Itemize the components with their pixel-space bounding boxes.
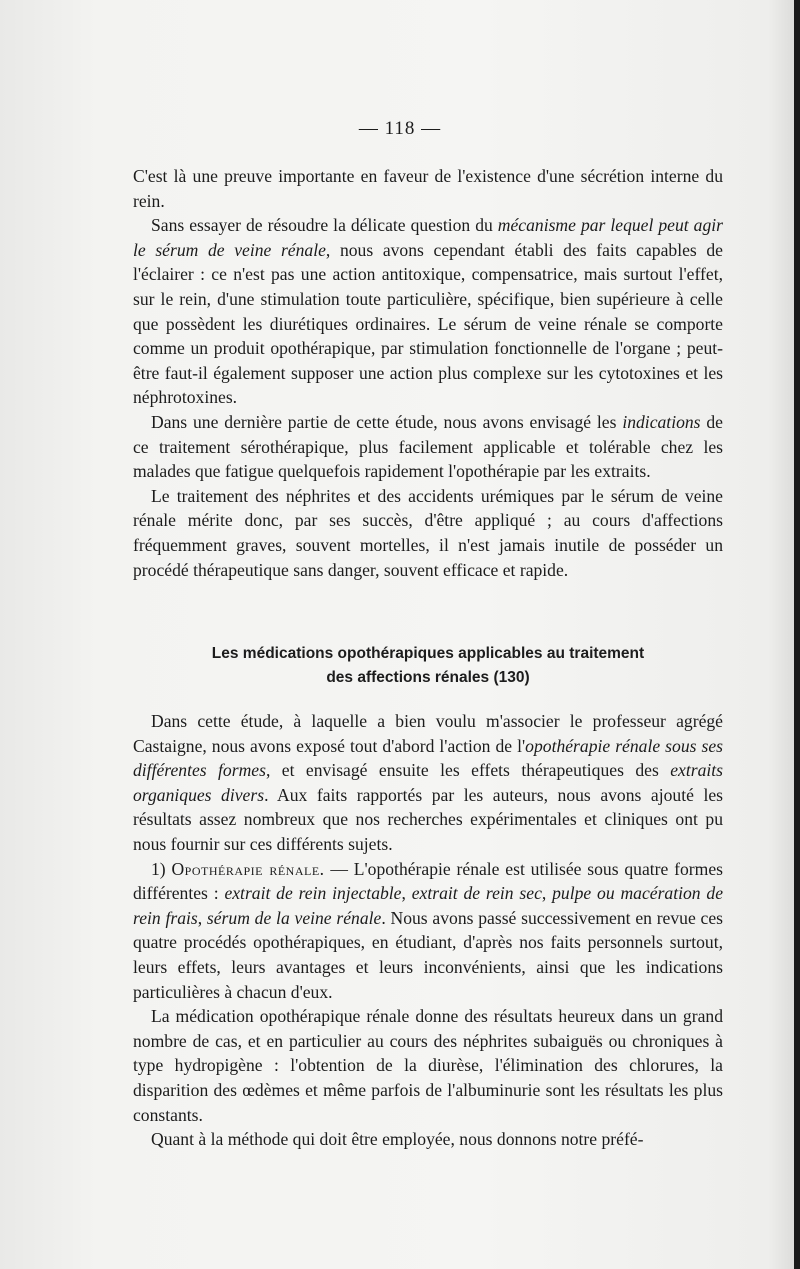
italic-phrase: extrait de rein injectable	[224, 883, 402, 904]
text-run: ,	[197, 907, 207, 928]
paragraph	[133, 1127, 723, 1152]
paragraph	[133, 164, 723, 213]
paragraph	[133, 213, 723, 410]
text-run: Dans cette étude, à laquelle a bien voulu m'associer le professeur agrégé Castaigne, nous avons exposé tout d'abord l'action de l'	[133, 711, 723, 756]
text-run: . Aux faits rapportés par les auteurs, nous avons ajouté les résultats assez nombreux que nos recherches expérimentales et cliniques ont pu nous fournir sur ces différents sujets.	[133, 784, 723, 854]
italic-phrase: extraits organiques divers	[133, 760, 724, 805]
paragraph	[133, 410, 723, 484]
text-run: Le traitement des néphrites et des accidents urémiques par le sérum de veine rénale mérite donc, par ses succès, d'être appliqué ; au cours d'affections fréquemment graves, souvent mortelles, il n'est jamais inutile de posséder un procédé thérapeutique sans danger, souvent efficace et rapide.	[133, 485, 723, 580]
paragraph	[133, 857, 723, 1005]
paragraph	[133, 1004, 723, 1127]
section-heading-line-2: des affections rénales (130)	[326, 669, 530, 686]
text-run: ,	[401, 883, 412, 904]
text-run: La médication opothérapique rénale donne des résultats heureux dans un grand nombre de cas, et en particulier au cours des néphrites subaiguës ou chroniques à type hydropigène : l'obtention de la diurèse, l'élimination des chlorures, la disparition des œdèmes et même parfois de l'albuminurie sont les résultats les plus constants.	[133, 1006, 723, 1125]
text-run: 1)	[151, 858, 172, 879]
text-block-top	[133, 164, 723, 582]
text-run: Dans une dernière partie de cette étude, nous avons envisagé les	[151, 411, 623, 432]
text-block-bottom	[133, 709, 723, 1152]
page-number: — 118 —	[358, 118, 442, 139]
text-run: . Nous avons passé successivement en revue ces quatre procédés opothérapiques, en étudiant, d'après nos faits personnels surtout, leurs effets, leurs avantages et leurs inconvénients, ainsi que les indications particulières à chacun d'eux.	[133, 907, 724, 1002]
text-run: Quant à la méthode qui doit être employée, nous donnons notre préfé-	[151, 1129, 644, 1150]
section-heading-line-1: Les médications opothérapiques applicables au traitement	[211, 645, 645, 662]
text-run: , et envisagé ensuite les effets thérapeutiques des	[265, 760, 671, 781]
italic-phrase: sérum de la veine rénale	[206, 907, 382, 928]
small-caps-heading: Opothérapie rénale.	[171, 858, 325, 879]
italic-phrase: pulpe ou macération de rein frais	[133, 883, 724, 928]
italic-phrase: indications	[622, 411, 701, 432]
text-run: , nous avons cependant établi des faits capables de l'éclairer : ce n'est pas une action antitoxique, compensatrice, mais surtout l'effet, sur le rein, d'une stimulation toute particulière, spécifique, bien supérieure à celle que possèdent les diurétiques ordinaires. Le sérum de veine rénale se comporte comme un produit opothérapique, par stimulation fonctionnelle de l'organe ; peut-être faut-il également supposer une action plus complexe sur les cytotoxines et les néphrotoxines.	[133, 239, 723, 408]
text-run: C'est là une preuve importante en faveur de l'existence d'une sécrétion interne du rein.	[133, 166, 723, 211]
text-run: — L'opothérapie rénale est utilisée sous quatre formes différentes :	[133, 858, 723, 904]
paragraph	[133, 709, 723, 857]
text-run: de ce traitement sérothérapique, plus facilement applicable et tolérable chez les malades que fatigue quelquefois rapidement l'opothérapie par les extraits.	[133, 411, 723, 482]
italic-phrase: mécanisme par lequel peut agir le sérum de veine rénale	[133, 215, 723, 260]
italic-phrase: opothérapie rénale sous ses différentes formes	[133, 735, 723, 781]
page-edge-shadow	[794, 0, 800, 1269]
section-heading	[140, 642, 716, 690]
text-run: ,	[541, 883, 553, 904]
text-run: Sans essayer de résoudre la délicate question du	[151, 215, 498, 236]
paragraph	[133, 484, 723, 582]
italic-phrase: extrait de rein sec	[411, 883, 542, 904]
